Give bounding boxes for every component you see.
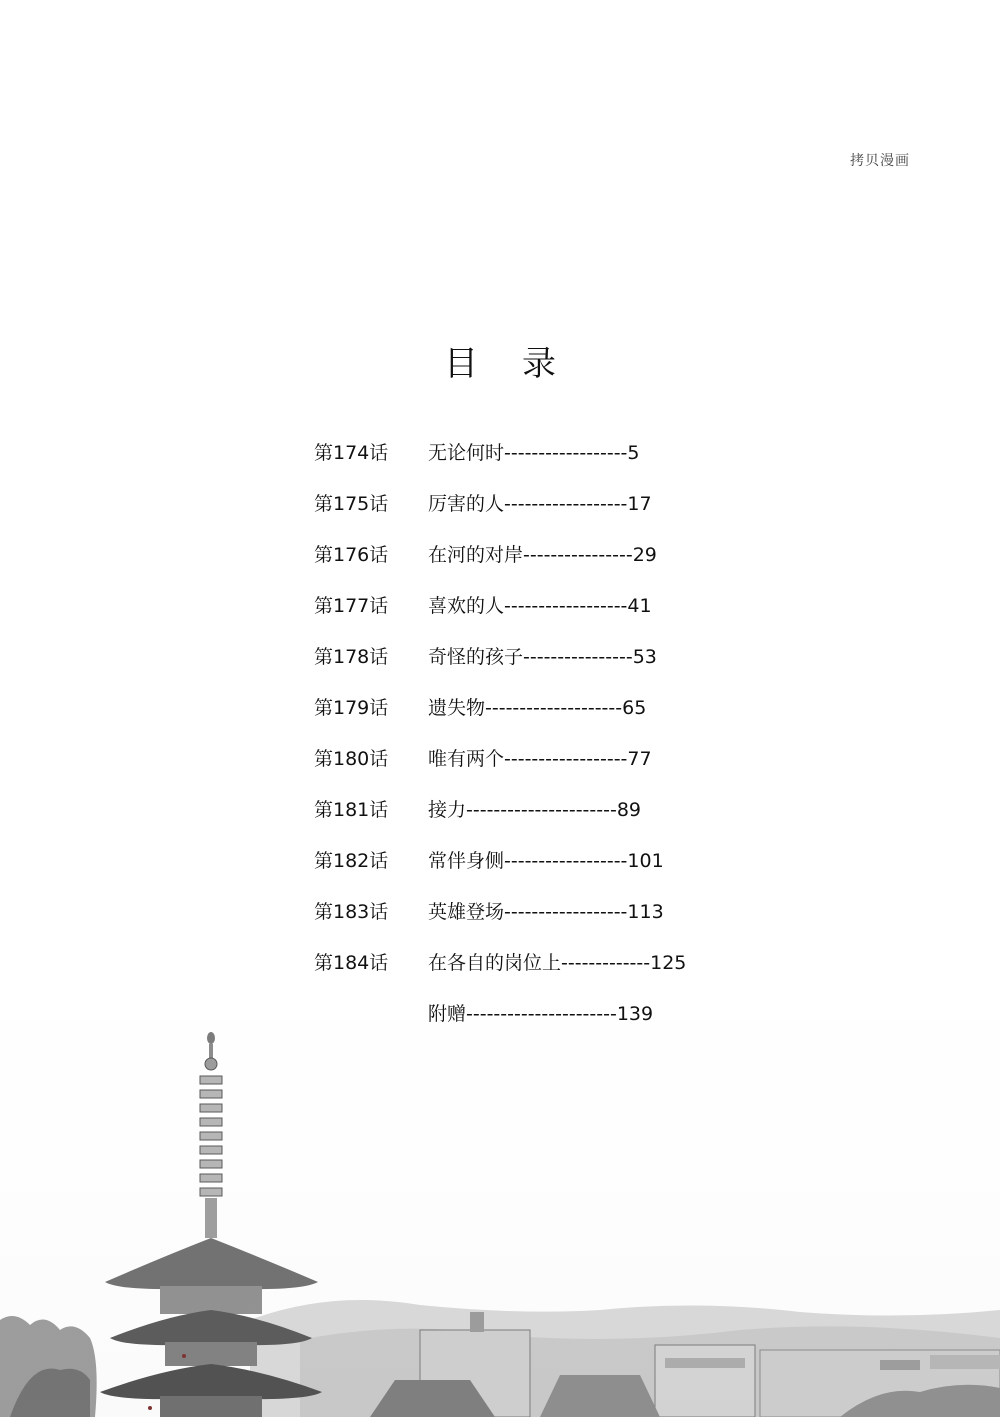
toc-chapter-number: 第175话 xyxy=(314,493,389,515)
toc-entry-text: 喜欢的人------------------41 xyxy=(428,595,652,617)
toc-chapter-number: 第179话 xyxy=(314,697,389,719)
toc-chapter-number: 第178话 xyxy=(314,646,389,668)
toc-title: 目录 xyxy=(444,344,600,384)
toc-chapter-number: 第177话 xyxy=(314,595,389,617)
toc-chapter-number: 第176话 xyxy=(314,544,389,566)
toc-entry-text: 常伴身侧------------------101 xyxy=(428,850,664,872)
toc-entry-text: 无论何时------------------5 xyxy=(428,442,640,464)
toc-entry-text: 奇怪的孩子----------------53 xyxy=(428,646,657,668)
toc-chapter-number: 第181话 xyxy=(314,799,389,821)
toc-entry-text: 唯有两个------------------77 xyxy=(428,748,652,770)
toc-entry-text: 附赠----------------------139 xyxy=(428,1003,654,1025)
toc-chapter-number: 第183话 xyxy=(314,901,389,923)
toc-entry-text: 在河的对岸----------------29 xyxy=(428,544,657,566)
toc-entry-text: 厉害的人------------------17 xyxy=(428,493,652,515)
toc-entry-text: 接力----------------------89 xyxy=(428,799,642,821)
toc-entry-text: 在各自的岗位上-------------125 xyxy=(428,952,687,974)
toc-entry-text: 遗失物--------------------65 xyxy=(428,697,647,719)
toc-chapter-number: 第180话 xyxy=(314,748,389,770)
toc-entry-text: 英雄登场------------------113 xyxy=(428,901,664,923)
toc-chapter-number: 第182话 xyxy=(314,850,389,872)
pagoda-cityscape-illustration xyxy=(0,1020,1000,1417)
watermark-text: 拷贝漫画 xyxy=(850,153,910,169)
toc-chapter-number: 第184话 xyxy=(314,952,389,974)
toc-chapter-number: 第174话 xyxy=(314,442,389,464)
